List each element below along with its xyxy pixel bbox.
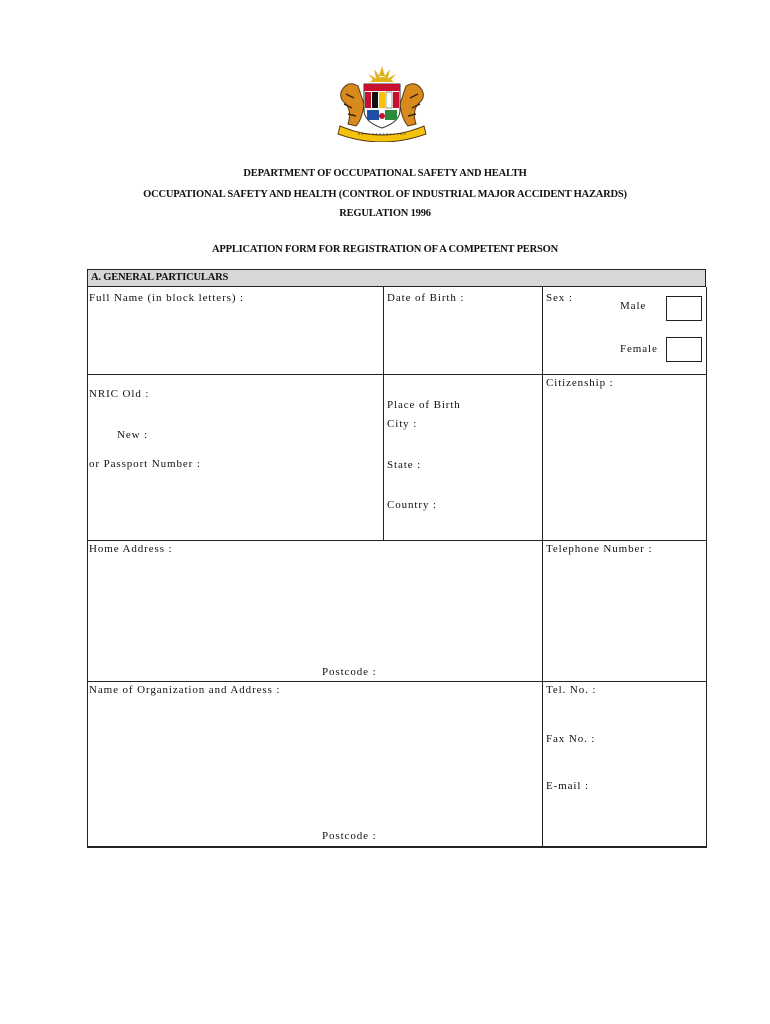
home-postcode-label: Postcode : bbox=[322, 666, 377, 678]
state-label: State : bbox=[387, 459, 422, 471]
male-label: Male bbox=[620, 300, 647, 312]
department-heading: DEPARTMENT OF OCCUPATIONAL SAFETY AND HEALTH bbox=[243, 168, 527, 179]
row-divider-2 bbox=[87, 540, 707, 541]
column-divider-2 bbox=[542, 287, 543, 847]
table-border-bottom bbox=[87, 846, 707, 848]
column-divider-1 bbox=[383, 287, 384, 540]
coat-of-arms-logo bbox=[334, 64, 430, 142]
nric-old-label: NRIC Old : bbox=[89, 388, 150, 400]
form-title: APPLICATION FORM FOR REGISTRATION OF A COMPETENT PERSON bbox=[212, 244, 558, 255]
row-divider-1 bbox=[87, 374, 543, 375]
sex-label: Sex : bbox=[546, 292, 573, 304]
telephone-number-label: Telephone Number : bbox=[546, 543, 653, 555]
row-divider-1b bbox=[543, 374, 707, 375]
regulation-heading: OCCUPATIONAL SAFETY AND HEALTH (CONTROL OF INDUSTRIAL MAJOR ACCIDENT HAZARDS) bbox=[143, 189, 627, 200]
home-address-label: Home Address : bbox=[89, 543, 173, 555]
nric-new-label: New : bbox=[117, 429, 149, 441]
section-a-header bbox=[87, 269, 706, 287]
place-of-birth-label: Place of Birth bbox=[387, 399, 461, 411]
female-label: Female bbox=[620, 343, 658, 355]
regulation-year: REGULATION 1996 bbox=[339, 208, 431, 219]
country-label: Country : bbox=[387, 499, 437, 511]
citizenship-label: Citizenship : bbox=[546, 377, 614, 389]
table-border-right bbox=[706, 287, 707, 847]
table-border-left bbox=[87, 287, 88, 847]
tel-no-label: Tel. No. : bbox=[546, 684, 597, 696]
section-a-title: A. GENERAL PARTICULARS bbox=[91, 272, 229, 283]
fax-no-label: Fax No. : bbox=[546, 733, 596, 745]
row-divider-3 bbox=[87, 681, 707, 682]
city-label: City : bbox=[387, 418, 418, 430]
date-of-birth-label: Date of Birth : bbox=[387, 292, 465, 304]
organization-address-label: Name of Organization and Address : bbox=[89, 684, 281, 696]
passport-number-label: or Passport Number : bbox=[89, 458, 201, 470]
email-label: E-mail : bbox=[546, 780, 589, 792]
male-checkbox[interactable] bbox=[666, 296, 702, 321]
organization-postcode-label: Postcode : bbox=[322, 830, 377, 842]
female-checkbox[interactable] bbox=[666, 337, 702, 362]
full-name-label: Full Name (in block letters) : bbox=[89, 292, 244, 304]
